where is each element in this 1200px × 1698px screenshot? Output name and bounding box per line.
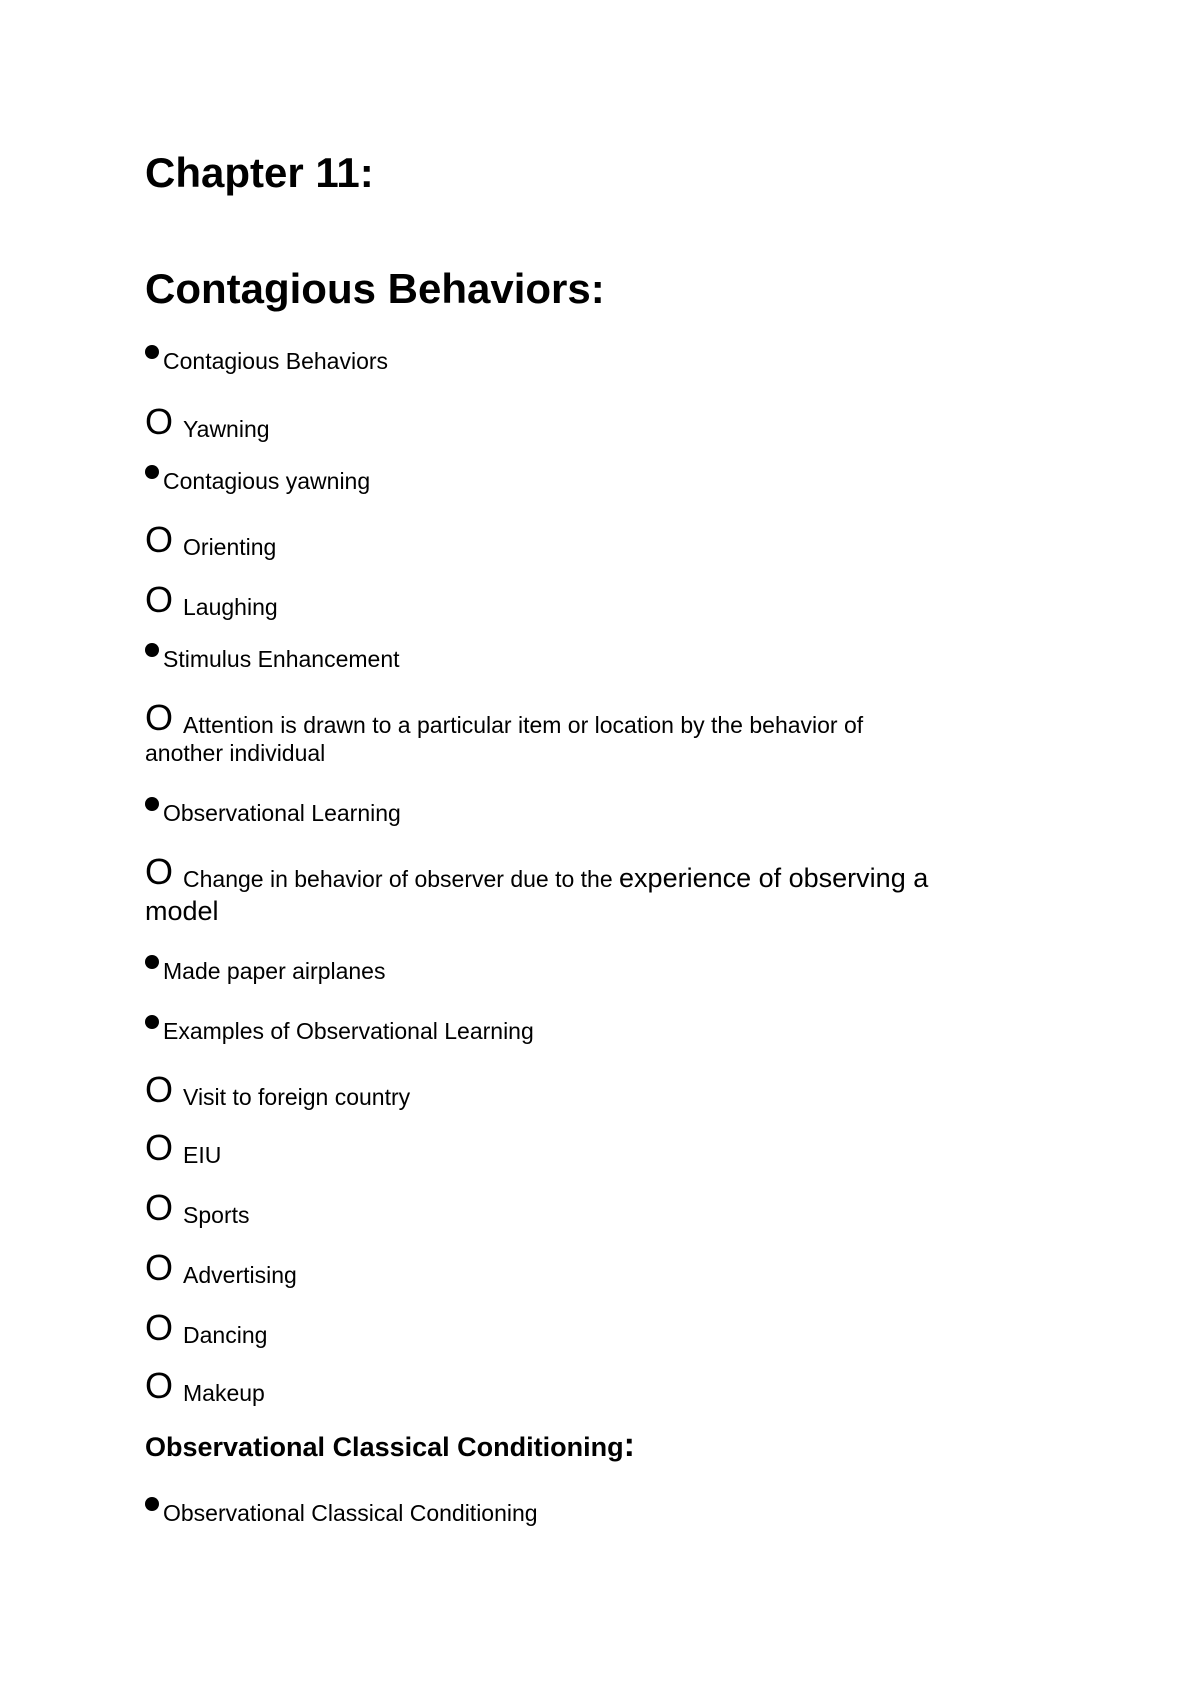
list-item: Stimulus Enhancement — [145, 642, 400, 676]
list-item: Observational Learning — [145, 796, 401, 830]
list-item: O Visit to foreign country — [145, 1069, 411, 1110]
section-title: Contagious Behaviors: — [145, 265, 605, 312]
list-item: O Change in behavior of observer due to the experience of observing a — [145, 851, 929, 893]
bullet-icon — [145, 643, 159, 657]
ring-bullet-icon: O — [145, 1127, 174, 1168]
ring-bullet-icon: O — [145, 1069, 174, 1110]
list-item-continuation: model — [145, 896, 219, 926]
bullet-icon — [145, 465, 159, 479]
list-item: O Sports — [145, 1187, 250, 1228]
bullet-icon — [145, 955, 159, 969]
list-item: O Makeup — [145, 1365, 265, 1406]
bullet-icon — [145, 1497, 159, 1511]
ring-bullet-icon: O — [145, 579, 174, 620]
ring-bullet-icon: O — [145, 401, 174, 442]
list-item: O Orienting — [145, 519, 277, 560]
list-item: OEIU — [145, 1127, 222, 1168]
list-item: Contagious yawning — [145, 464, 370, 498]
bullet-icon — [145, 345, 159, 359]
list-item: Contagious Behaviors — [145, 344, 388, 378]
list-item: Observational Classical Conditioning — [145, 1496, 538, 1530]
bullet-icon — [145, 1015, 159, 1029]
ring-bullet-icon: O — [145, 1247, 174, 1288]
ring-bullet-icon: O — [145, 1187, 174, 1228]
bullet-icon — [145, 797, 159, 811]
list-item: Made paper airplanes — [145, 954, 385, 988]
ring-bullet-icon: O — [145, 1365, 174, 1406]
ring-bullet-icon: O — [145, 851, 174, 892]
ring-bullet-icon: O — [145, 519, 174, 560]
subsection-title: Observational Classical Conditioning: — [145, 1426, 635, 1464]
list-item-continuation: another individual — [145, 740, 326, 766]
list-item: Examples of Observational Learning — [145, 1014, 534, 1048]
list-item: O Dancing — [145, 1307, 268, 1348]
list-item: O Attention is drawn to a particular item or location by the behavior of — [145, 697, 864, 738]
ring-bullet-icon: O — [145, 697, 174, 738]
list-item: O Yawning — [145, 401, 270, 442]
list-item: O Laughing — [145, 579, 278, 620]
ring-bullet-icon: O — [145, 1307, 174, 1348]
list-item: O Advertising — [145, 1247, 297, 1288]
chapter-title: Chapter 11: — [145, 149, 374, 196]
